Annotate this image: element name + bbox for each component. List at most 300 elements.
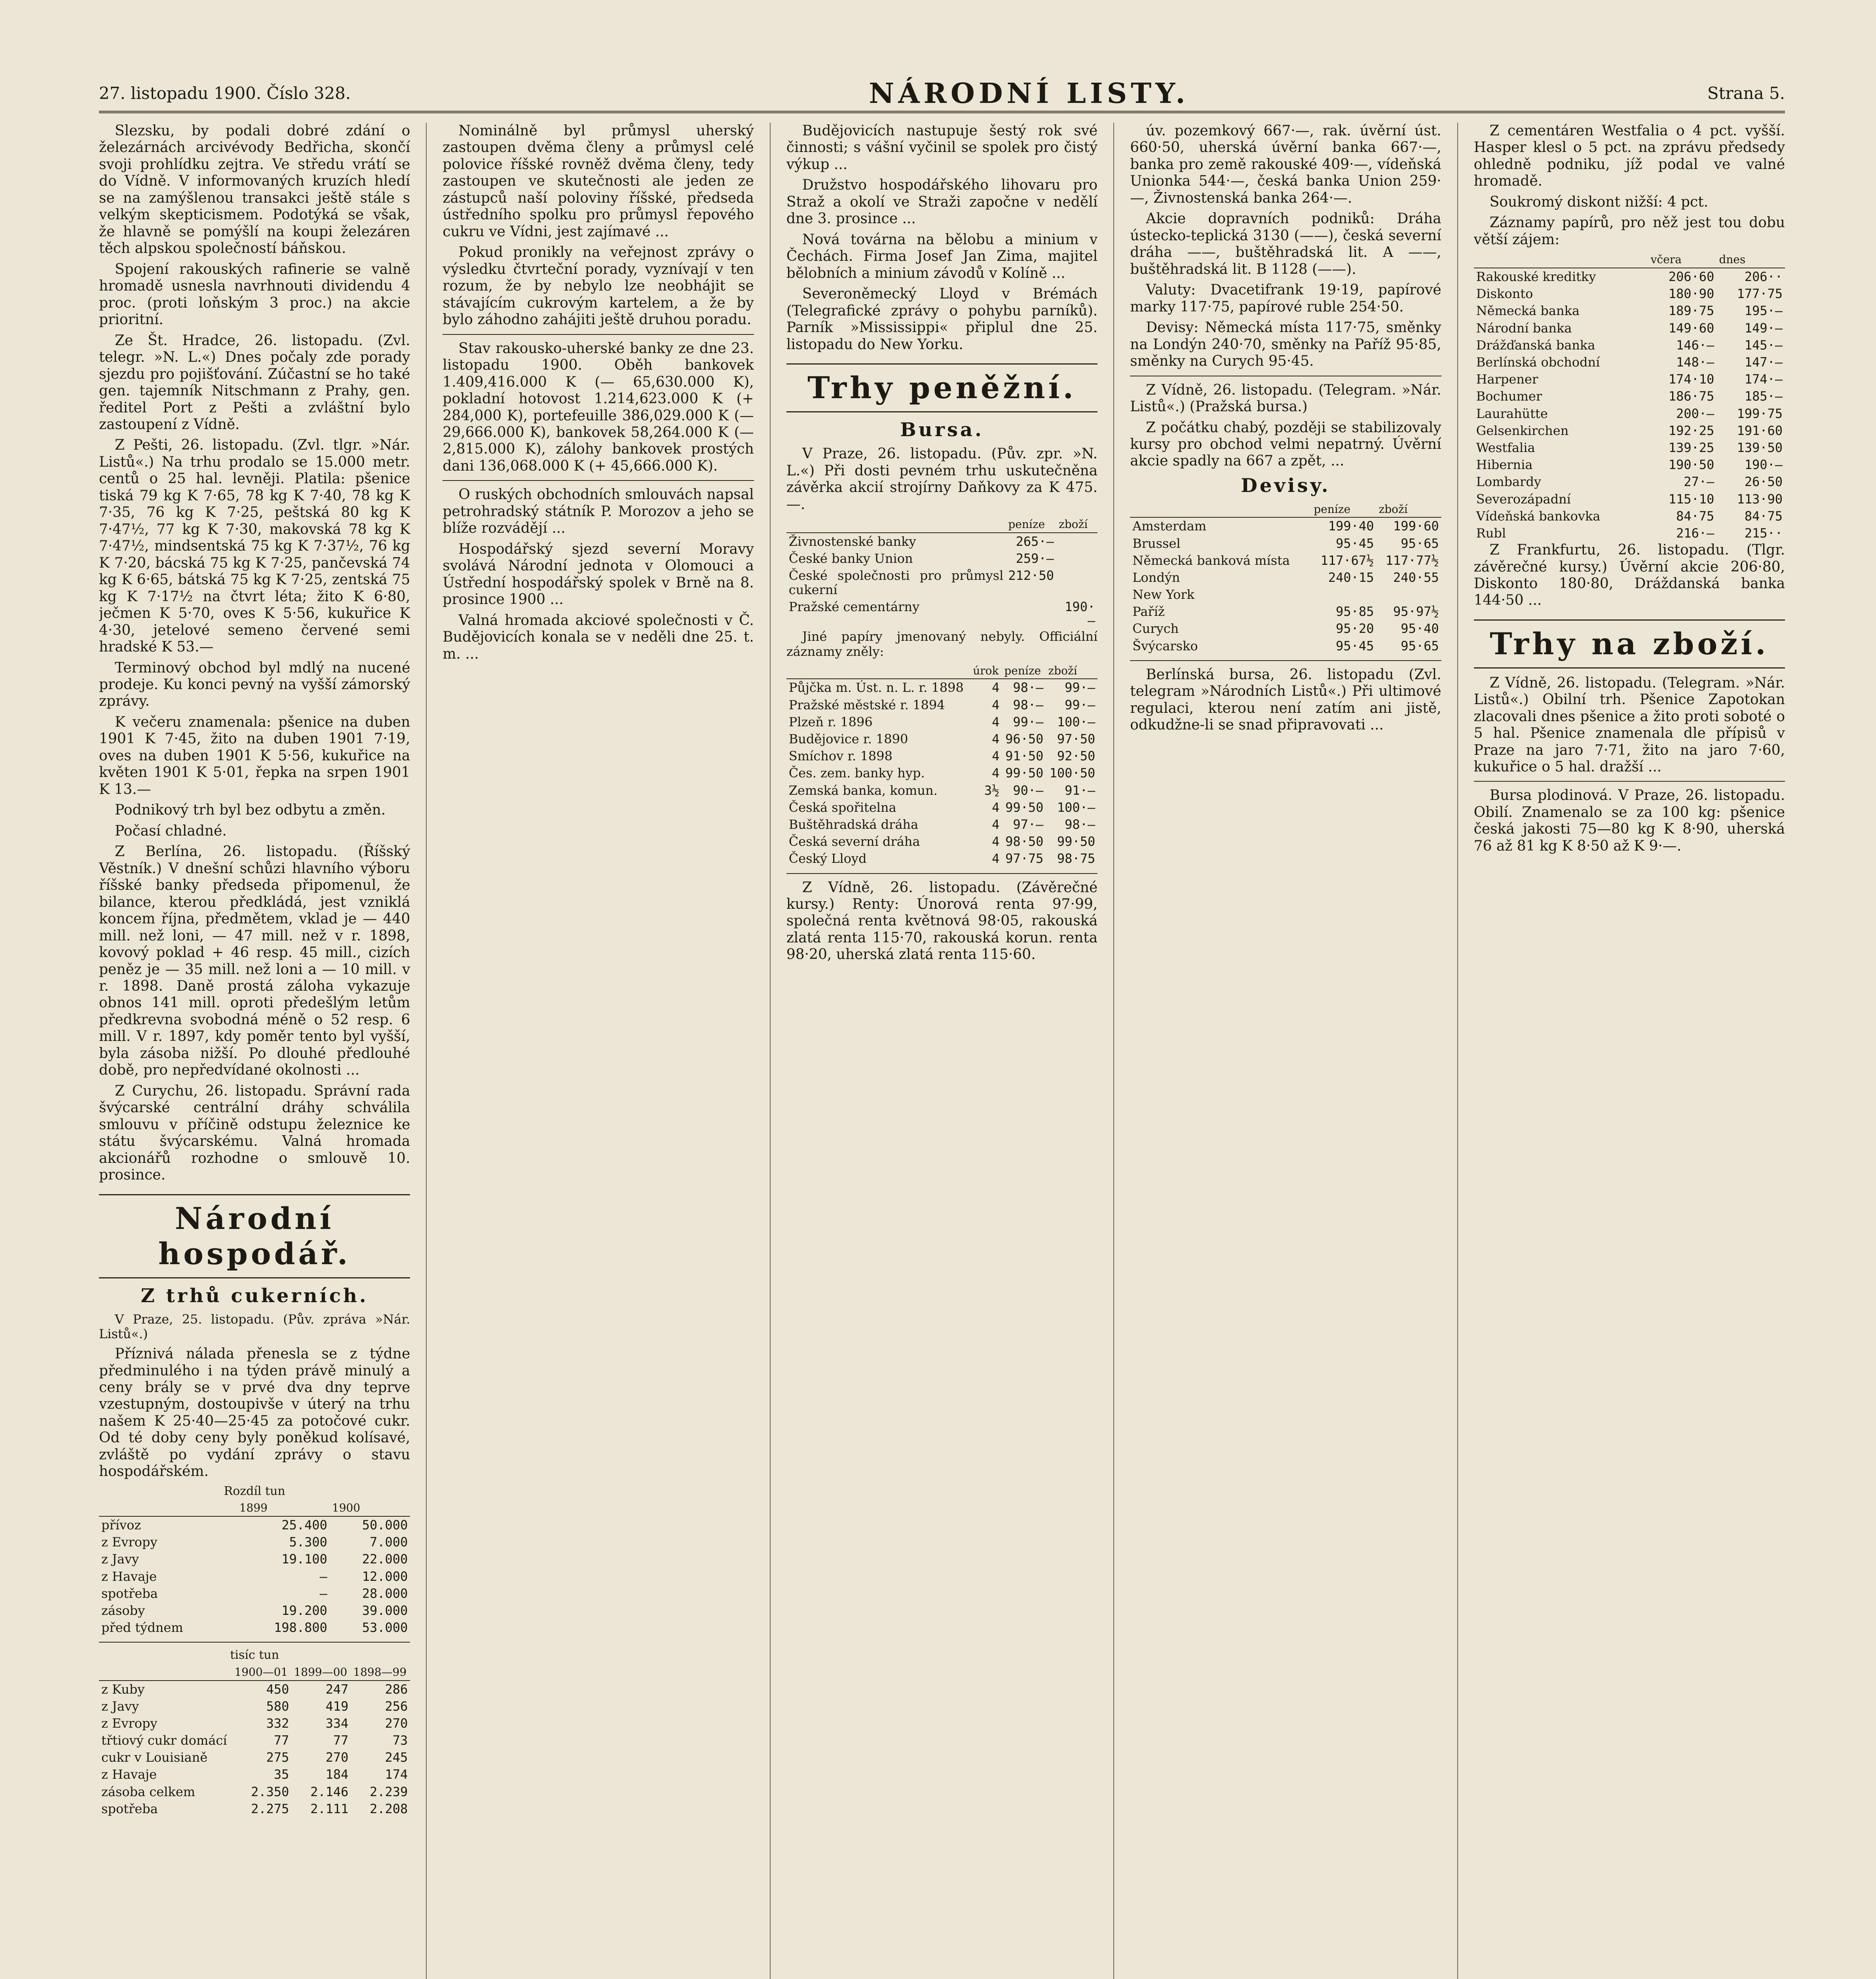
table-cell: 100·—	[1057, 714, 1096, 729]
article-paragraph: Slezsku, by podali dobré zdání o železárnách arcivévody Bedřicha, skončí svoji prohlídku zejtra. Ve středu vrátí se do Vídně. V informovaných kruzích hledí se na zamýšlenou transakci ještě stále s velkým skepticismem. Podotýká se však, že hlavně se pomýšlí na koupi železáren těch alpskou společností báňskou.	[99, 123, 410, 257]
table-cell: Berlínská obchodní	[1476, 355, 1600, 370]
table-cell: 90·—	[1013, 782, 1044, 798]
table-cell: 99·—	[1013, 714, 1044, 729]
table-cell: Buštěhradská dráha	[788, 817, 919, 832]
table-cell: 275	[266, 1750, 289, 1765]
subhead-bursa: Bursa.	[900, 418, 984, 441]
table-cell: 99·—	[1065, 680, 1096, 695]
table-cell: Plzeň r. 1896	[788, 714, 873, 729]
table-row	[99, 1681, 410, 1698]
article-dateline: V Praze, 25. listopadu. (Pův. zpráva »Nár. Listů«.)	[99, 1311, 410, 1342]
table-header-row	[786, 663, 1097, 679]
table-cell: Westfalia	[1476, 440, 1535, 455]
table-cell: Česká spořitelna	[788, 800, 896, 815]
page-number: Strana 5.	[1707, 83, 1785, 103]
table-cell: 25.400	[281, 1517, 327, 1533]
table-row	[786, 697, 1097, 714]
table-cell: 7.000	[370, 1535, 408, 1550]
table-row	[786, 567, 1097, 598]
table-cell: 4	[992, 748, 1000, 764]
table-row	[786, 748, 1097, 765]
table-cell: 256	[385, 1698, 408, 1714]
table-cell: 95·65	[1401, 536, 1439, 551]
table-cell: 334	[325, 1715, 349, 1731]
table-row	[99, 1783, 410, 1800]
article-paragraph: Pokud pronikly na veřejnost zprávy o výsledku čtvrteční porady, vyznívají v ten rozum, že by nebylo lze neobhájit se stávajícím cukrovým kartelem, a že by bylo záhodno zahájiti ještě druhou poradu.	[442, 244, 754, 328]
table-cell: 185·—	[1744, 389, 1783, 404]
table-cell: 99·50	[1005, 800, 1044, 815]
table-row	[1474, 302, 1785, 319]
divider	[99, 1642, 410, 1643]
table-header-row	[99, 1500, 410, 1516]
table-cell: 95·40	[1401, 621, 1439, 636]
burza-table	[786, 517, 1097, 629]
issue-date: 27. listopadu 1900. Číslo 328.	[99, 83, 351, 103]
article-paragraph: V Praze, 26. listopadu. (Pův. zpr. »N. L.«) Při dosti pevném trhu uskutečněna závěrka akcií strojírny Daňkovy za K 475.—.	[786, 446, 1098, 513]
table-cell: 28.000	[362, 1586, 408, 1601]
table-header: peníze	[1006, 517, 1056, 533]
table-row	[1474, 320, 1785, 337]
table-row	[1474, 285, 1785, 302]
table-cell: Německá banka	[1476, 303, 1580, 319]
table-cell	[1056, 550, 1097, 567]
table-row	[1474, 508, 1785, 525]
table-cell: 2.275	[251, 1801, 289, 1816]
table-cell: 2.350	[251, 1784, 289, 1799]
table-row	[99, 1698, 410, 1715]
table-cell: Živnostenské banky	[788, 534, 916, 549]
table-row	[786, 731, 1097, 748]
table-cell: zásoby	[101, 1603, 145, 1618]
table-cell: 50.000	[362, 1517, 408, 1533]
table-cell: 212·50	[1008, 568, 1054, 583]
divider	[786, 873, 1097, 874]
table-cell	[1056, 533, 1097, 550]
table-header: 1900	[330, 1500, 410, 1516]
article-paragraph: Severoněmecký Lloyd v Brémách (Telegrafické zprávy o pohybu parníků). Parník »Mississippi« připlul dne 25. listopadu do New Yorku.	[786, 286, 1098, 353]
table-cell: Národní banka	[1476, 320, 1572, 336]
table-cell: 98·—	[1013, 680, 1044, 695]
article-paragraph: Nominálně byl průmysl uherský zastoupen dvěma členy a průmysl celé polovice říšské rovněž dvěma členy, tedy zastoupen ve skutečnosti ale jeden ze zástupců naší poloviny říšské, předseda ústředního spolku pro průmysl řepového cukru ve Vídni, jest zajímavé ...	[442, 123, 754, 240]
table-cell: Švýcarsko	[1132, 638, 1198, 653]
table-cell: 96·50	[1005, 731, 1044, 747]
table-row	[1130, 638, 1441, 655]
table-header: peníze	[1002, 663, 1046, 679]
article-paragraph: Berlínská bursa, 26. listopadu (Zvl. telegram »Národních Listů«.) Při ultimové regulaci, kterou není zatím ani jistě, odkudžne-li se snad připravovati ...	[1130, 666, 1441, 733]
table-cell: spotřeba	[101, 1586, 158, 1601]
table-cell: 206·60	[1668, 269, 1715, 285]
table-cell: 73	[392, 1733, 408, 1748]
article-paragraph: O ruských obchodních smlouvách napsal petrohradský státník P. Morozov a jeho se blíže rozvádějí ...	[442, 486, 754, 537]
table-cell: —	[319, 1569, 327, 1584]
table-cell: New York	[1132, 587, 1195, 602]
table-row	[99, 1585, 410, 1602]
table-cell: 77	[333, 1733, 349, 1748]
table-row	[1474, 422, 1785, 439]
table-cell	[1311, 586, 1376, 603]
table-row	[786, 714, 1097, 731]
article-paragraph: Z Vídně, 26. listopadu. (Telegram. »Nár. Listů«.) Obilní trh. Pšenice Zapotokan zlacovali dnes pšenice a žito proti soboté o 5 hal. Pšenice znamenala dle přípisů v Praze na jaro 7·71, žito na jaro 7·60, kukuřice o 5 hal. dražší ...	[1473, 674, 1785, 775]
divider	[442, 480, 754, 481]
table-cell: 100·—	[1057, 800, 1096, 815]
table-row	[1130, 535, 1441, 552]
table-row	[1130, 603, 1441, 620]
table-row	[1130, 552, 1441, 569]
table-cell: 198.800	[274, 1620, 327, 1635]
table-cell: Čes. zem. banky hyp.	[788, 765, 925, 781]
table-cell: 39.000	[362, 1603, 408, 1618]
table-row	[1130, 569, 1441, 586]
table-cell: 98·—	[1013, 697, 1044, 712]
sugar-table-2	[99, 1665, 410, 1818]
kurs-table	[1474, 252, 1785, 542]
table-cell: 84·75	[1744, 508, 1783, 524]
table-cell: Severozápadní	[1476, 491, 1571, 507]
table-cell: 91·50	[1005, 748, 1044, 764]
table-cell: Smíchov r. 1898	[788, 748, 892, 764]
table-cell: 332	[266, 1715, 289, 1731]
divider	[1474, 781, 1785, 782]
table-cell: 84·75	[1676, 508, 1715, 524]
table-row	[99, 1749, 410, 1766]
table-cell: 35	[273, 1767, 289, 1782]
table-cell: 98·50	[1005, 834, 1044, 849]
table-cell: Amsterdam	[1132, 518, 1207, 534]
table-header: úrok	[970, 663, 1002, 679]
table-row	[99, 1534, 410, 1551]
article-paragraph: Terminový obchod byl mdlý na nucené prodeje. Ku konci pevný na vyšší zámorský zprávy.	[99, 659, 410, 710]
table-cell: 97·75	[1005, 851, 1044, 866]
table-cell: Hibernia	[1476, 457, 1533, 473]
table-row	[99, 1516, 410, 1534]
masthead	[99, 75, 1785, 113]
table-cell: 240·15	[1328, 570, 1374, 585]
table-row	[786, 679, 1097, 696]
table-row	[1474, 491, 1785, 508]
table-row	[786, 799, 1097, 816]
table-cell: Půjčka m. Úst. n. L. r. 1898	[788, 680, 964, 695]
table-row	[99, 1732, 410, 1749]
table-cell: 199·75	[1737, 406, 1783, 421]
table-cell: 145·—	[1744, 337, 1783, 353]
table-header: peníze	[1311, 502, 1376, 518]
article-paragraph: K večeru znamenala: pšenice na duben 1901 K 7·45, žito na duben 1901 7·19, oves na duben 1901 K 5·56, kukuřice na květen 1901 K 5·01, řepka na srpen 1901 K 13.—	[99, 714, 410, 798]
table-row	[1474, 525, 1785, 542]
table-header: 1899—00	[291, 1665, 351, 1681]
table-row	[99, 1800, 410, 1818]
table-cell: Pražské městské r. 1894	[788, 697, 945, 712]
table-cell: 98·—	[1065, 817, 1096, 832]
column-5	[1474, 123, 1785, 1979]
table-row	[1474, 388, 1785, 405]
article-paragraph: Valná hromada akciové společnosti v Č. Budějovicích konala se v neděli dne 25. t. m. ...	[442, 612, 754, 662]
table-row	[1474, 354, 1785, 371]
article-paragraph: Družstvo hospodářského lihovaru pro Straž a okolí ve Straži započne v nedělí dne 3. prosince ...	[786, 177, 1098, 227]
table-cell: zásoba celkem	[101, 1784, 196, 1799]
table-cell: z Kuby	[101, 1681, 145, 1697]
table-header	[786, 517, 1006, 533]
column-3	[786, 123, 1114, 1979]
table-header	[99, 1665, 232, 1681]
subhead-devisy: Devisy.	[1241, 474, 1331, 497]
table-cell: z Javy	[101, 1698, 139, 1714]
table-row	[99, 1715, 410, 1732]
article-paragraph: Valuty: Dvacetifrank 19·19, papírové marky 117·75, papírové ruble 254·50.	[1130, 282, 1441, 315]
table-cell: 245	[385, 1750, 408, 1765]
table-cell: Český Lloyd	[788, 851, 867, 866]
article-paragraph: Příznivá nálada přenesla se z týdne předminulého i na týden právě minulý a ceny brály se v prvé dva dny teprve vzestupným, dostoupivše v úterý na trhu našem K 25·40—25·45 za potočové cukr. Od té doby ceny byly poněkud kolísavé, zvláště po vydání zprávy o stavu hospodářském.	[99, 1346, 410, 1480]
table-cell: z Evropy	[101, 1535, 158, 1550]
article-paragraph: Záznamy papírů, pro něž jest tou dobu větší zájem:	[1473, 215, 1785, 248]
table-header: zboží	[1376, 502, 1441, 518]
table-row	[1474, 337, 1785, 354]
table-cell: 2.111	[310, 1801, 349, 1816]
table-row	[1474, 456, 1785, 473]
table-header: zboží	[1056, 517, 1097, 533]
table-cell: před týdnem	[101, 1620, 183, 1635]
table-cell: z Havaje	[101, 1767, 157, 1782]
table-cell: Vídeňská bankovka	[1476, 508, 1601, 524]
table-cell: 174·10	[1668, 372, 1715, 387]
table-cell: 190·50	[1668, 457, 1715, 473]
table-cell: Lombardy	[1476, 474, 1541, 490]
table-cell: 19.100	[281, 1552, 327, 1567]
table-cell: 215··	[1744, 525, 1783, 541]
table-cell: 100·50	[1049, 765, 1096, 781]
section-title-hospodar: Národní hospodář.	[99, 1194, 410, 1278]
article-paragraph: Stav rakousko-uherské banky ze dne 23. listopadu 1900. Oběh bankovek 1.409,416.000 K (— 65,630.000 K), pokladní hotovost 1.214,623.000 K (+ 284,000 K), portefeuille 386,029.000 K (— 29,666.000 K), bankovek 58,264.000 K (— 2,815.000 K), zálohy bankovek prostých dani 136,068.000 K (+ 45,666.000 K).	[442, 340, 754, 474]
table-row	[1130, 517, 1441, 535]
article-paragraph: Soukromý diskont nižší: 4 pct.	[1489, 194, 1709, 210]
table-cell: 146·—	[1676, 337, 1715, 353]
table-cell: 190·—	[1744, 457, 1783, 473]
columns	[99, 123, 1785, 1979]
table-row	[786, 833, 1097, 850]
table-cell: 286	[385, 1681, 408, 1697]
table-header	[99, 1500, 237, 1516]
table-cell: 4	[992, 765, 1000, 781]
table-cell: Bochumer	[1476, 389, 1542, 404]
table-cell: 149·—	[1744, 320, 1783, 336]
table-row	[1474, 439, 1785, 456]
table-row	[1474, 268, 1785, 285]
newspaper-title: NÁRODNÍ LISTY.	[869, 76, 1189, 110]
table-cell: 419	[325, 1698, 349, 1714]
table-cell: Německá banková místa	[1132, 553, 1290, 568]
table-cell: Zemská banka, komun.	[788, 782, 938, 798]
table-cell: Drážďanská banka	[1476, 337, 1595, 353]
table-cell: 270	[325, 1750, 349, 1765]
article-paragraph: Z Pešti, 26. listopadu. (Zvl. tlgr. »Nár. Listů«.) Na trhu prodalo se 15.000 metr. centů o 25 hal. levněji. Platila: pšenice tiská 79 kg K 7·65, 78 kg K 7·40, 78 kg K 7·35, 76 kg K 7·25, peštská 80 kg K 7·47½, 77 kg K 7·30, makovská 78 kg K 7·47½, mindsentská 75 kg K 7·37½, 76 kg K 7·20, bácská 75 kg K 7·25, pančevská 74 kg K 6·65, bátská 75 kg K 7·25, zentská 75 kg K 7·17½ na čtvrt léta; žito K 6·80, ječmen K 5·70, oves K 5·56, kukuřice K 4·30, jetelové semeno červené semi hradské K 53.—	[99, 437, 410, 655]
table-cell: 174·—	[1744, 372, 1783, 387]
article-paragraph: Z Vídně, 26. listopadu. (Závěrečné kursy.) Renty: Únorová renta 97·99, společná renta květnová 98·05, rakouská zlatá renta 115·70, rakouská korun. renta 98·20, uherská zlatá renta 115·60.	[786, 879, 1098, 963]
table-cell: 177·75	[1737, 286, 1783, 302]
table-cell: 27·—	[1684, 474, 1715, 490]
table-cell: 4	[992, 731, 1000, 747]
table-cell: 95·65	[1401, 638, 1439, 653]
column-4	[1130, 123, 1458, 1979]
table-cell: 259·—	[1016, 551, 1054, 566]
table-header-row	[786, 517, 1097, 533]
subhead-cukr: Z trhů cukerních.	[141, 1284, 368, 1307]
table-row	[786, 533, 1097, 550]
table-cell: 189·75	[1668, 303, 1715, 319]
column-2	[442, 123, 770, 1979]
table-cell: Laurahütte	[1476, 406, 1548, 421]
column-1	[99, 123, 427, 1979]
table-cell: 240·55	[1393, 570, 1439, 585]
table-header: dnes	[1717, 252, 1785, 268]
table-cell: spotřeba	[101, 1801, 158, 1816]
table-cell: 95·85	[1336, 604, 1374, 619]
table-cell: 22.000	[362, 1552, 408, 1567]
table-cell: 92·50	[1057, 748, 1096, 764]
divider	[442, 334, 754, 335]
table-cell: 99·—	[1065, 697, 1096, 712]
article-headline: Z Vídně, 26. listopadu. (Telegram. »Nár. Listů«.) (Pražská bursa.)	[1130, 382, 1441, 415]
table-row	[1474, 371, 1785, 388]
table-row	[1474, 473, 1785, 490]
table-cell: 195·—	[1744, 303, 1783, 319]
table-cell: Budějovice r. 1890	[788, 731, 908, 747]
table-cell: 191·60	[1737, 423, 1783, 438]
table-cell: 192·25	[1668, 423, 1715, 438]
table-cell: 186·75	[1668, 389, 1715, 404]
article-paragraph: Hospodářský sjezd severní Moravy svolává Národní jednota v Olomouci a Ústřední hospodářský spolek v Brně na 8. prosince 1900 ...	[442, 541, 754, 608]
table-cell: třtiový cukr domácí	[101, 1733, 227, 1748]
table-cell: 184	[325, 1767, 349, 1782]
table-cell: 97·—	[1013, 817, 1044, 832]
table-cell: 139·50	[1737, 440, 1783, 455]
table-cell: 148·—	[1676, 355, 1715, 370]
table-caption: Jiné papíry jmenovaný nebyly. Officiální záznamy zněly:	[786, 629, 1098, 659]
table-cell: 95·20	[1336, 621, 1374, 636]
table-header: 1900—01	[232, 1665, 291, 1681]
table-cell: České společnosti pro průmysl cukerní	[788, 568, 1004, 597]
table-row	[1130, 586, 1441, 603]
table-cell: Pražské cementárny	[788, 599, 920, 614]
table-cell: 95·45	[1336, 536, 1374, 551]
table-cell	[1056, 567, 1097, 598]
table-cell: 4	[992, 851, 1000, 866]
table-cell: 53.000	[362, 1620, 408, 1635]
section-title-trhy-na-zbozi: Trhy na zboží.	[1474, 619, 1785, 669]
table-cell: 91·—	[1065, 782, 1096, 798]
table-header	[1474, 252, 1648, 268]
table-cell: 3½	[984, 782, 1000, 798]
table-cell: Curych	[1132, 621, 1179, 636]
table-cell: Harpener	[1476, 372, 1538, 387]
article-paragraph: Budějovicích nastupuje šestý rok své činnosti; s vášní vyčinil se spolek pro čistý výkup ...	[786, 123, 1098, 173]
table-cell: cukr v Louisianě	[101, 1750, 208, 1765]
table-cell: České banky Union	[788, 551, 913, 566]
table-cell: 149·60	[1668, 320, 1715, 336]
table-cell: 117·77½	[1385, 553, 1439, 568]
table-cell	[1376, 586, 1441, 603]
table-cell: z Evropy	[101, 1715, 158, 1731]
table-row	[99, 1568, 410, 1585]
table-cell: 26·50	[1744, 474, 1783, 490]
table-cell: Gelsenkirchen	[1476, 423, 1569, 438]
devisy-table	[1130, 502, 1441, 655]
table-cell: 139·25	[1668, 440, 1715, 455]
article-paragraph: Z Curychu, 26. listopadu. Správní rada švýcarské centrální dráhy schválila smlouvu v příčině odstupu železnice ke státu švýcarskému. Valná hromada akcionářů rozhodne o smlouvě 10. prosince.	[99, 1083, 410, 1183]
table-cell: 580	[266, 1698, 289, 1714]
table-cell: 2.146	[310, 1784, 349, 1799]
table-row	[786, 765, 1097, 782]
article-paragraph: Bursa plodinová. V Praze, 26. listopadu. Obilí. Znamenalo se za 100 kg: pšenice česká jakosti 75—80 kg K 8·90, uherská 76 až 81 kg K 8·50 až K 9·—.	[1473, 787, 1785, 854]
table-cell: 190·—	[1065, 599, 1096, 628]
article-paragraph: Z Frankfurtu, 26. listopadu. (Tlgr. závěrečné kursy.) Úvěrní akcie 206·80, Diskonto 180·80, Dráždanská banka 144·50 ...	[1473, 542, 1785, 609]
article-paragraph: Spojení rakouských rafinerie se valně hromadě usnesla navrhnouti dividendu 4 proc. (proti loňským 3 proc.) na akcie prioritní.	[99, 261, 410, 328]
table-cell: 77	[273, 1733, 289, 1748]
table-cell: 117·67½	[1320, 553, 1374, 568]
table-row	[786, 550, 1097, 567]
table-cell: 5.300	[289, 1535, 327, 1550]
table-row	[99, 1602, 410, 1619]
table-caption: Rozdíl tun	[224, 1484, 285, 1498]
table-cell: 95·45	[1336, 638, 1374, 653]
table-header-row	[99, 1665, 410, 1681]
table-header-row	[1130, 502, 1441, 518]
table-row	[786, 782, 1097, 799]
table-row	[1130, 620, 1441, 637]
table-cell: 19.200	[281, 1603, 327, 1618]
table-cell: 247	[325, 1681, 349, 1697]
table-cell: 270	[385, 1715, 408, 1731]
table-row	[99, 1766, 410, 1783]
table-row	[786, 598, 1097, 629]
table-row	[1474, 405, 1785, 422]
section-title-trhy-penezni: Trhy peněžní.	[786, 363, 1097, 412]
article-paragraph: Podnikový trh byl bez odbytu a změn.	[115, 802, 386, 819]
table-header: zboží	[1046, 663, 1097, 679]
article-paragraph: Akcie dopravních podniků: Dráha ústecko-teplická 3130 (——), česká severní dráha ——, buštěhradská lit. A ——, buštěhradská lit. B 1128 (——).	[1130, 211, 1441, 277]
table-row	[786, 850, 1097, 867]
table-cell: 99·50	[1057, 834, 1096, 849]
table-cell: 2.208	[370, 1801, 408, 1816]
table-cell: 200·—	[1676, 406, 1715, 421]
table-cell: z Havaje	[101, 1569, 157, 1584]
table-cell: 115·10	[1668, 491, 1715, 507]
table-cell: 98·75	[1057, 851, 1096, 866]
table-cell: Brussel	[1132, 536, 1181, 551]
table-cell: Londýn	[1132, 570, 1180, 585]
article-paragraph: Z cementáren Westfalia o 4 pct. vyšší. Hasper klesl o 5 pct. na zprávu předsedy ohledně podniku, jíž podal ve valné hromadě.	[1473, 123, 1785, 190]
table-cell: Česká severní dráha	[788, 834, 920, 849]
sugar-table-1	[99, 1500, 410, 1636]
table-cell: 174	[385, 1767, 408, 1782]
table-cell: 113·90	[1737, 491, 1783, 507]
table-caption: tisíc tun	[230, 1648, 279, 1662]
table-header: 1899	[237, 1500, 330, 1516]
table-cell: 450	[266, 1681, 289, 1697]
article-paragraph: Počasí chladné.	[115, 822, 227, 839]
table-cell: 206··	[1744, 269, 1783, 285]
table-row	[99, 1619, 410, 1636]
table-cell: 4	[992, 714, 1000, 729]
table-cell: 12.000	[362, 1569, 408, 1584]
article-paragraph: Ze Št. Hradce, 26. listopadu. (Zvl. telegr. »N. L.«) Dnes počaly zde porady sjezdu pro pojišťování. Zúčastní se ho také gen. tajemník Nitschmann z Prahy, gen. ředitel Port z Pešti a zvláštní bylo zastoupení z Vídně.	[99, 332, 410, 433]
table-cell: Diskonto	[1476, 286, 1533, 302]
article-paragraph: Nová továrna na bělobu a minium v Čechách. Firma Josef Jan Zima, majitel bělobních a minium závodů v Kolíně ...	[786, 231, 1098, 281]
article-paragraph: Z Berlína, 26. listopadu. (Říšský Věstník.) V dnešní schůzi hlavního výboru říšské banky předseda připomenul, že bilance, kterou předkládá, jest vzniklá koncem října, předmětem, vklad je — 440 mill. než loni, — 47 mill. než v r. 1898, kovový poklad + 46 resp. 45 mill., cizích peněz je — 35 mill. než loni a — 10 mill. v r. 1898. Daně prostá záloha vykazuje obnos 141 mill. oproti předešlým letům předkrevna svobodná méně o 52 resp. 6 mill. V r. 1897, kdy poměr tento byl vyšší, byla zásoba nižší. Po dlouhé předlouhé době, pro nepředvídané okolnosti ...	[99, 843, 410, 1079]
table-cell: Rubl	[1476, 525, 1506, 541]
table-header	[786, 663, 970, 679]
table-cell: —	[319, 1586, 327, 1601]
table-cell: z Javy	[101, 1552, 139, 1567]
table-cell	[1006, 598, 1056, 629]
